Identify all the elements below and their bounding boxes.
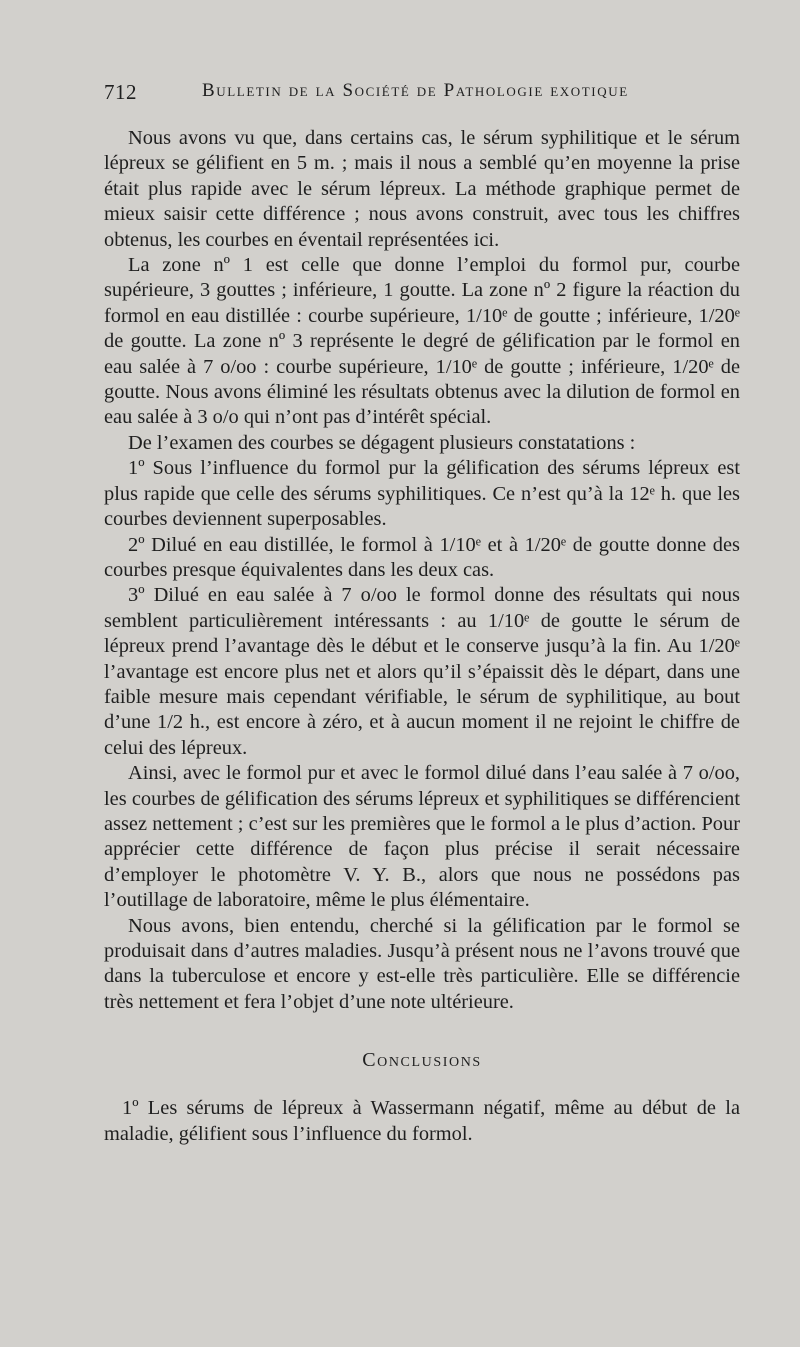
paragraph: Nous avons vu que, dans certains cas, le sérum syphilitique et le sérum lépreux se gélifient en 5 m. ; mais il nous a semblé qu’en moyenne la prise était plus rapide avec le sérum lépreux. La méthode graphique permet de mieux saisir cette différence ; nous avons construit, avec tous les chiffres obtenus, les courbes en éventail représentées ici. <box>104 127 740 251</box>
journal-title: Bulletin de la Société de Pathologie exotique <box>202 80 629 101</box>
paragraph: Nous avons, bien entendu, cherché si la gélification par le formol se produisait dans d’autres maladies. Jusqu’à présent nous ne l’avons trouvé que dans la tuberculose et encore y est-elle très particulière. Elle se différencie très nettement et fera l’objet d’une note ultérieure. <box>104 914 740 1013</box>
paragraph: 3º Dilué en eau salée à 7 o/oo le formol donne des résultats qui nous semblent particulièrement intéressants : au 1/10ᵉ de goutte le sérum de lépreux prend l’avantage dès le début et le conserve jusqu’à la fin. Au 1/20ᵉ l’avantage est encore plus net et alors qu’il s’épaissit dès le départ, dans une faible mesure mais cependant vérifiable, le sérum de syphilitique, au bout d’une 1/2 h., est encore à zéro, et à aucun moment il ne rejoint le chiffre de celui des lépreux. <box>104 584 740 759</box>
section-heading-conclusions: Conclusions <box>362 1049 482 1072</box>
article-body <box>104 126 740 1015</box>
paragraph: 2º Dilué en eau distillée, le formol à 1/10ᵉ et à 1/20ᵉ de goutte donne des courbes presque équivalentes dans les deux cas. <box>104 533 740 581</box>
page-number: 712 <box>104 80 137 104</box>
conclusions-list <box>104 1096 740 1147</box>
paragraph: 1º Sous l’influence du formol pur la gélification des sérums lépreux est plus rapide que celle des sérums syphilitiques. Ce n’est qu’à la 12ᵉ h. que les courbes deviennent superposables. <box>104 457 740 531</box>
paragraph: De l’examen des courbes se dégagent plusieurs constatations : <box>128 431 636 454</box>
running-head <box>104 74 740 110</box>
paragraph: La zone nº 1 est celle que donne l’emploi du formol pur, courbe supérieure, 3 gouttes ; inférieure, 1 goutte. La zone nº 2 figure la réaction du formol en eau distillée : courbe supérieure, 1/10ᵉ de goutte ; inférieure, 1/20ᵉ de goutte. La zone nº 3 représente le degré de gélification par le formol en eau salée à 7 o/oo : courbe supérieure, 1/10ᵉ de goutte ; inférieure, 1/20ᵉ de goutte. Nous avons éliminé les résultats obtenus avec la dilution de formol en eau salée à 3 o/o qui n’ont pas d’intérêt spécial. <box>104 254 740 429</box>
paragraph: Ainsi, avec le formol pur et avec le formol dilué dans l’eau salée à 7 o/oo, les courbes de gélification des sérums lépreux et syphilitiques se différencient assez nettement ; c’est sur les premières que le formol a le plus d’action. Pour apprécier cette différence de façon plus précise il serait nécessaire d’employer le photomètre V. Y. B., alors que nous ne possédons pas l’outillage de laboratoire, même le plus élémentaire. <box>104 762 740 912</box>
conclusion-item: 1º Les sérums de lépreux à Wassermann négatif, même au début de la maladie, gélifient sous l’influence du formol. <box>104 1097 740 1145</box>
